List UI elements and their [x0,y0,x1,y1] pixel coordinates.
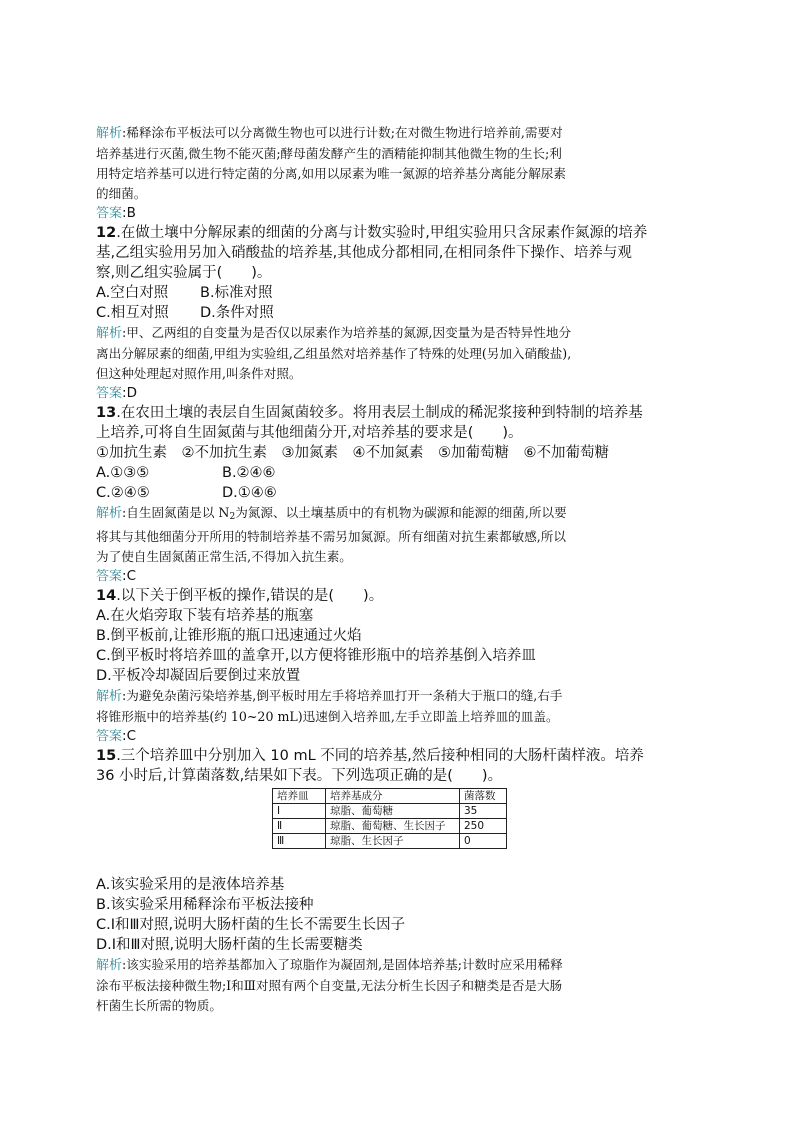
explanation-line: 解析:稀释涂布平板法可以分离微生物也可以进行计数;在对微生物进行培养前,需要对 [96,125,563,141]
explanation-line: 为了使自生固氮菌正常生活,不得加入抗生素。 [96,549,352,564]
table-cell: Ⅱ [273,819,326,834]
table-header-cell: 菌落数 [460,789,507,804]
question-stem: 13.在农田土壤的表层自生固氮菌较多。将用表层土制成的稀泥浆接种到特制的培养基 [96,405,643,421]
question-number: 15 [96,748,117,764]
spacer [96,849,701,875]
answer-tag: 答案 [96,386,123,401]
explanation-line: 涂布平板法接种微生物;Ⅰ和Ⅲ对照有两个自变量,无法分析生长因子和糖类是否是大肠 [96,978,563,993]
answer-line: 答案:C [96,728,136,744]
option: B.该实验采用稀释涂布平板法接种 [96,897,314,913]
option: B.②④⑥ [222,465,276,481]
option: D.条件对照 [200,305,274,321]
table-cell: 琼脂、葡萄糖 [326,804,460,819]
document-content [96,123,701,1016]
explanation-line: 但这种处理起对照作用,叫条件对照。 [96,366,302,381]
option: C.相互对照 [96,305,169,321]
table-header-cell: 培养基成分 [326,789,460,804]
option: A.①③⑤ [96,465,150,481]
table-cell: 琼脂、葡萄糖、生长因子 [326,819,460,834]
question-stem: 15.三个培养皿中分别加入 10 mL 不同的培养基,然后接种相同的大肠杆菌样液。培养 [96,748,644,764]
explanation-tag: 解析 [96,326,123,341]
option: C.倒平板时将培养皿的盖拿开,以方便将锥形瓶中的培养基倒入培养皿 [96,648,536,664]
explanation-line: 解析:该实验采用的培养基都加入了琼脂作为凝固剂,是固体培养基;计数时应采用稀释 [96,957,563,973]
table-cell: 琼脂、生长因子 [326,834,460,849]
table-header-cell: 培养皿 [273,789,326,804]
question-stem: 上培养,可将自生固氮菌与其他细菌分开,对培养基的要求是( )。 [96,425,523,441]
option: C.Ⅰ和Ⅲ对照,说明大肠杆菌的生长不需要生长因子 [96,917,406,933]
explanation-tag: 解析 [96,689,123,704]
question-stem: 36 小时后,计算菌落数,结果如下表。下列选项正确的是( )。 [96,768,503,784]
question-stem: 12.在做土壤中分解尿素的细菌的分离与计数实验时,甲组实验用只含尿素作氮源的培养 [96,225,648,241]
option: A.在火焰旁取下装有培养基的瓶塞 [96,608,314,624]
option: A.该实验采用的是液体培养基 [96,877,285,893]
explanation-tag: 解析 [96,958,123,973]
option: D.Ⅰ和Ⅲ对照,说明大肠杆菌的生长需要糖类 [96,937,363,953]
table-cell: 35 [460,804,507,819]
question-stem: ①加抗生素 ②不加抗生素 ③加氮素 ④不加氮素 ⑤加葡萄糖 ⑥不加葡萄糖 [96,445,609,461]
explanation-line: 解析:为避免杂菌污染培养基,倒平板时用左手将培养皿打开一条稍大于瓶口的缝,右手 [96,688,563,704]
table-row [273,834,507,849]
option: C.②④⑤ [96,485,150,501]
question-stem: 察,则乙组实验属于( )。 [96,265,272,281]
culture-media-table [272,788,507,849]
answer-line: 答案:C [96,568,136,584]
question-number: 13 [96,405,117,421]
answer-line: 答案:B [96,205,136,221]
explanation-line: 离出分解尿素的细菌,甲组为实验组,乙组虽然对培养基作了特殊的处理(另加入硝酸盐), [96,346,572,361]
explanation-line: 解析:自生固氮菌是以 $N_2$为氮源、以土壤基质中的有机物为碳源和能源的细菌,所以要 [96,505,567,522]
options-row [96,463,701,483]
table-cell: 250 [460,819,507,834]
table-cell: 0 [460,834,507,849]
explanation-line: 将锥形瓶中的培养基(约 10~20 mL)迅速倒入培养皿,左手立即盖上培养皿的皿盖。 [96,709,559,724]
subscript: 2 [229,512,236,522]
answer-tag: 答案 [96,729,123,744]
option: B.标准对照 [200,285,273,301]
table-cell: Ⅰ [273,804,326,819]
question-stem: 基,乙组实验用另加入硝酸盐的培养基,其他成分都相同,在相同条件下操作、培养与观 [96,245,632,261]
table-header-row [273,789,507,804]
answer-tag: 答案 [96,569,123,584]
options-row [96,283,701,303]
explanation-line: 培养基进行灭菌,微生物不能灭菌;酵母菌发酵产生的酒精能抑制其他微生物的生长;利 [96,146,562,161]
explanation-line: 杆菌生长所需的物质。 [96,998,222,1013]
option: B.倒平板前,让锥形瓶的瓶口迅速通过火焰 [96,628,362,644]
answer-tag: 答案 [96,206,123,221]
answer-line: 答案:D [96,385,137,401]
option: D.平板冷却凝固后要倒过来放置 [96,668,301,684]
question-stem: 14.以下关于倒平板的操作,错误的是( )。 [96,588,384,604]
options-row [96,483,701,503]
explanation-line: 解析:甲、乙两组的自变量为是否仅以尿素作为培养基的氮源,因变量为是否特异性地分 [96,325,572,341]
option: D.①④⑥ [222,485,277,501]
explanation-tag: 解析 [96,126,123,141]
explanation-line: 将其与其他细菌分开所用的特制培养基不需另加氮源。所有细菌对抗生素都敏感,所以 [96,529,566,544]
table-row [273,819,507,834]
question-number: 12 [96,225,117,241]
table-cell: Ⅲ [273,834,326,849]
explanation-line: 的细菌。 [96,186,147,201]
option: A.空白对照 [96,285,169,301]
explanation-line: 用特定培养基可以进行特定菌的分离,如用以尿素为唯一氮源的培养基分离能分解尿素 [96,166,566,181]
question-number: 14 [96,588,117,604]
explanation-tag: 解析 [96,506,123,521]
table-row [273,804,507,819]
options-row [96,303,701,323]
